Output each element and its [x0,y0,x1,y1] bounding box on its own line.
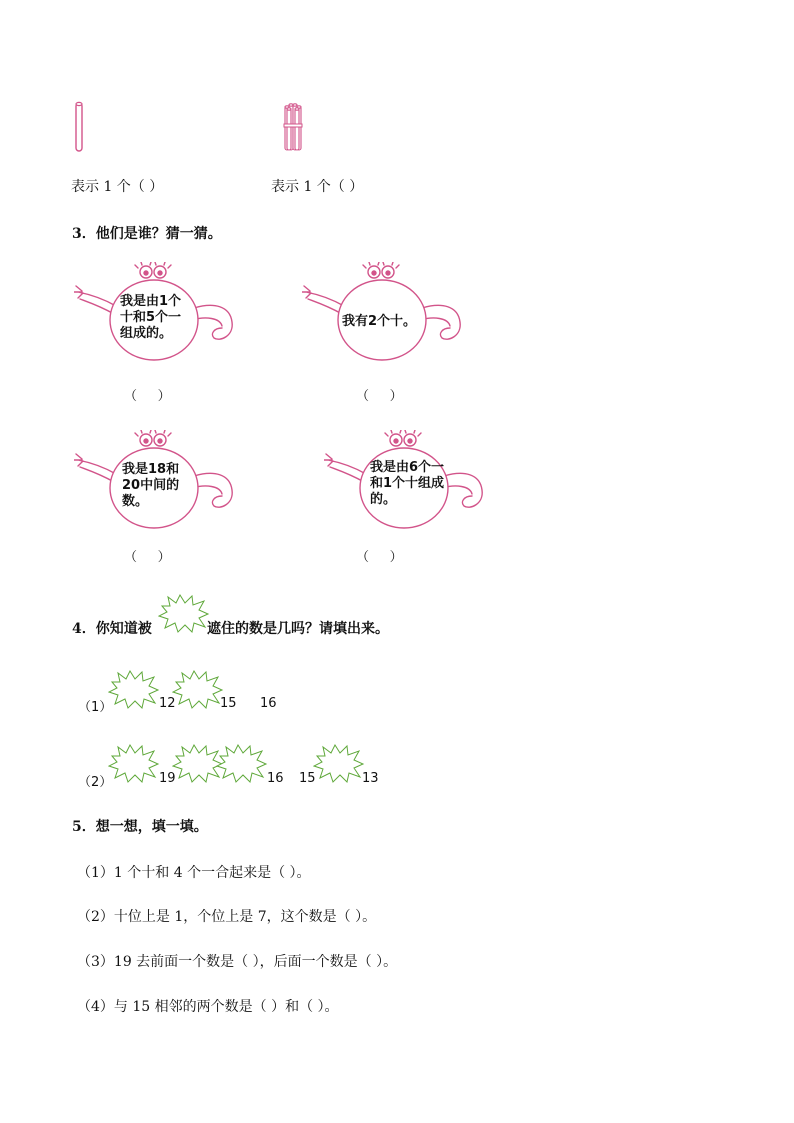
bubble-3-text: 我是18和20中间的数。 [122,462,180,509]
starburst-icon [158,594,210,634]
bundle-label: 表示 1 个（ ） [271,179,364,195]
q4-row2-number-3: 15 [299,771,316,786]
bubble-character-2 [302,262,472,372]
bubble-2-text: 我有2个十。 [342,314,417,329]
bubble-3-answer[interactable]: （ ） [124,550,171,565]
q4-row1-label: （1） [78,700,113,715]
bubble-2-answer[interactable]: （ ） [356,389,403,404]
q5-item-4: （4）与 15 相邻的两个数是（ ）和（ ）。 [77,999,339,1015]
starburst-icon[interactable] [108,670,160,710]
starburst-icon[interactable] [108,744,160,784]
bubble-character-3 [74,430,244,540]
q4-row1-number-1: 12 [159,696,176,711]
bubble-1-answer[interactable]: （ ） [124,389,171,404]
q4-row2-number-2: 16 [267,771,284,786]
q5-item-3: （3）19 去前面一个数是（ ），后面一个数是（ ）。 [77,954,398,970]
q4-row1-number-3: 16 [260,696,277,711]
single-stick-image [70,98,90,158]
bubble-character-1 [74,262,244,372]
q4-row2-number-1: 19 [159,771,176,786]
starburst-icon[interactable] [313,744,365,784]
q4-row2-number-4: 13 [362,771,379,786]
bubble-4-answer[interactable]: （ ） [356,550,403,565]
q3-title: 3．他们是谁？猜一猜。 [72,226,222,242]
stick-bundle-image [279,98,309,158]
bubble-4-text: 我是由6个一和1个十组成的。 [370,460,445,507]
q4-title-before: 4．你知道被 [72,621,152,637]
single-stick-label: 表示 1 个（ ） [71,179,164,195]
q5-title: 5．想一想，填一填。 [72,819,208,835]
q5-item-2: （2）十位上是 1，个位上是 7，这个数是（ ）。 [77,909,377,925]
starburst-icon[interactable] [216,744,268,784]
q4-title-after: 遮住的数是几吗？请填出来。 [207,621,389,637]
bubble-character-4 [324,430,494,540]
q4-row2-label: （2） [78,775,113,790]
q5-item-1: （1）1 个十和 4 个一合起来是（ ）。 [77,865,311,881]
bubble-1-text: 我是由1个十和5个一组成的。 [120,294,182,341]
q4-row1-number-2: 15 [220,696,237,711]
starburst-icon[interactable] [172,670,224,710]
